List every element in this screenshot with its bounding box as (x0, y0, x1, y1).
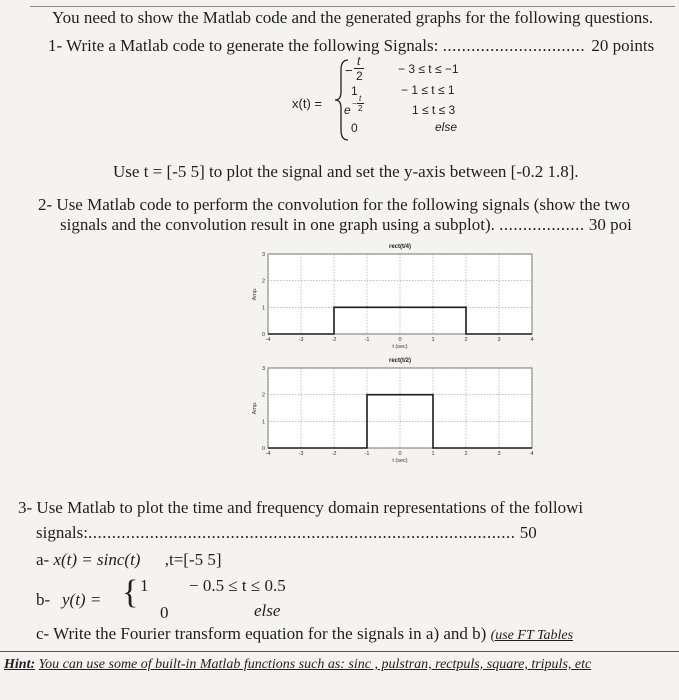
xt-label: x(t) = (292, 96, 322, 111)
y-tick-label: 1 (261, 305, 265, 312)
q3-b-label: b- (36, 590, 51, 609)
piece3-e: e (344, 103, 351, 117)
x-axis-label: t (sec) (392, 344, 408, 350)
x-tick-label: 1 (431, 451, 435, 457)
q3-a (36, 550, 222, 570)
q3-b-cond2: else (254, 601, 281, 620)
x-tick-label: 1 (431, 337, 435, 343)
x-tick-label: -4 (265, 337, 271, 343)
chart-rect-t2 (248, 352, 538, 474)
x-tick-label: 3 (497, 451, 501, 457)
hint (4, 657, 591, 673)
cond3: 1 ≤ t ≤ 3 (412, 103, 456, 117)
q2-line1: 2- Use Matlab code to perform the convolution for the following signals (show the two (38, 195, 631, 214)
x-tick-label: -4 (265, 451, 271, 457)
y-tick-label: 3 (261, 252, 265, 258)
x-axis-label: t (sec) (392, 458, 408, 464)
cond2: − 1 ≤ t ≤ 1 (401, 83, 455, 97)
piece4-value: 0 (351, 121, 358, 135)
piece2-value: 1 (351, 84, 358, 98)
x-tick-label: 2 (464, 451, 468, 457)
y-tick-label: 0 (261, 332, 265, 338)
x-tick-label: 4 (530, 451, 534, 457)
q1-instruction: Use t = [-5 5] to plot the signal and set the y-axis between [-0.2 1.8]. (113, 162, 579, 181)
q3-a-label: a- (36, 550, 50, 569)
chart-title: rect(t/4) (388, 244, 412, 250)
hint-text: You can use some of built-in Matlab functions such as: sinc , pulstran, rectpuls, square, tripuls, etc (38, 657, 592, 672)
piece3-exp-sign: − (352, 99, 357, 108)
x-tick-label: -3 (298, 337, 304, 343)
top-rule (30, 6, 675, 7)
q3-c-note: (use FT Tables (490, 628, 574, 643)
hint-rule (0, 651, 679, 652)
piece3-exp-num: t (359, 94, 362, 103)
y-axis-label: Amp. (252, 401, 258, 415)
q3-b-cond1: − 0.5 ≤ t ≤ 0.5 (189, 576, 286, 595)
q3-line2-text: signals: (36, 523, 88, 542)
q1-title (48, 36, 654, 56)
piece1-sign: − (345, 63, 353, 78)
q1-points: 20 points (591, 36, 655, 55)
q3-points: 50 (519, 523, 537, 542)
x-tick-label: -3 (298, 451, 304, 457)
q3-line2 (36, 523, 537, 543)
q3-dots: .......................................................................................... (87, 523, 516, 542)
cond1: − 3 ≤ t ≤ −1 (398, 62, 459, 76)
q3-c-text: c- Write the Fourier transform equation for the signals in a) and b) (36, 624, 487, 643)
y-tick-label: 1 (261, 419, 265, 426)
q1-title-text: 1- Write a Matlab code to generate the following Signals: (48, 36, 439, 55)
q2-line2-text: signals and the convolution result in one graph using a subplot). (60, 215, 495, 234)
chart-title: rect(t/2) (388, 358, 412, 364)
x-tick-label: -1 (364, 337, 370, 343)
x-tick-label: -2 (331, 337, 337, 343)
q3-b-one: 1 (140, 576, 149, 595)
piece3-exp-den: 2 (358, 104, 363, 113)
x-tick-label: 2 (464, 337, 468, 343)
x-tick-label: 3 (497, 337, 501, 343)
chart-rect-t4 (248, 238, 538, 360)
y-tick-label: 2 (261, 278, 265, 285)
x-tick-label: 0 (398, 337, 402, 343)
hint-label: Hint: (4, 657, 36, 672)
x-tick-label: 4 (530, 337, 534, 343)
q2-line2 (60, 215, 632, 235)
y-axis-label: Amp. (252, 287, 258, 301)
y-tick-label: 3 (261, 366, 265, 372)
x-tick-label: -2 (331, 451, 337, 457)
q2-dots: .................. (499, 215, 585, 234)
q3-c (36, 624, 573, 644)
x-tick-label: 0 (398, 451, 402, 457)
q2-points: 30 poi (588, 215, 632, 234)
q3-a-range: ,t=[-5 5] (164, 550, 222, 569)
piece1-num: t (357, 54, 361, 68)
q3-b-zero: 0 (160, 603, 169, 622)
piece1-den: 2 (356, 69, 363, 83)
q3-a-expr: x(t) = sinc(t) (53, 550, 141, 569)
q1-dots: .............................. (442, 36, 586, 55)
intro-text: You need to show the Matlab code and the generated graphs for the following questions. (52, 8, 654, 27)
y-tick-label: 2 (261, 392, 265, 399)
cond4: else (435, 120, 458, 134)
q3-b-brace: { (122, 574, 139, 611)
q3-line1: 3- Use Matlab to plot the time and frequency domain representations of the followi (18, 498, 584, 517)
y-tick-label: 0 (261, 446, 265, 452)
x-tick-label: -1 (364, 451, 370, 457)
q3-b-expr: y(t) = (62, 590, 102, 609)
